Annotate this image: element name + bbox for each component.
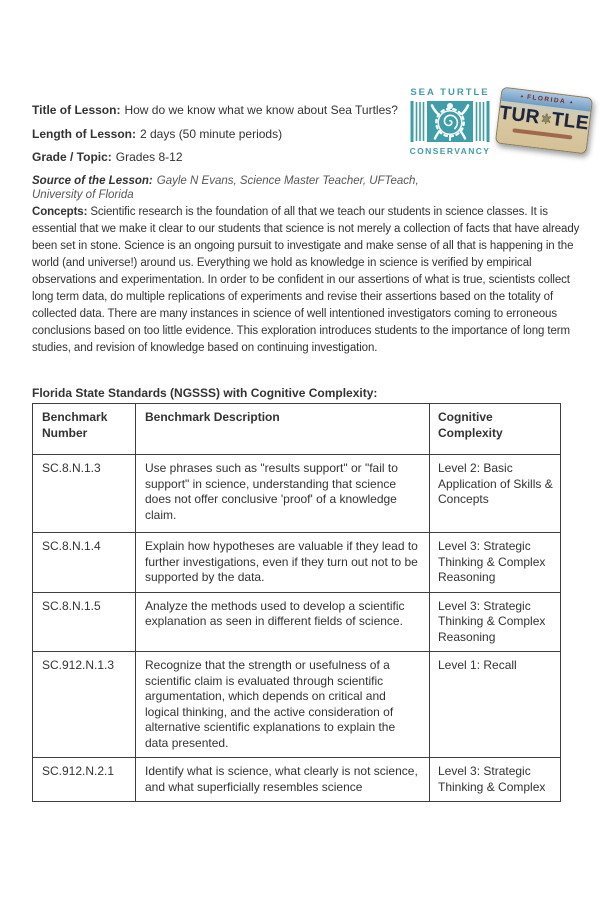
length-of-lesson-field — [32, 127, 432, 141]
benchmark-description-cell: Analyze the methods used to develop a scientific explanation as seen in different fields of science. — [136, 592, 430, 652]
logo-bottom-text: CONSERVANCY — [409, 146, 491, 156]
benchmark-number-cell: SC.8.N.1.5 — [33, 592, 136, 652]
benchmark-description-cell: Identify what is science, what clearly is not science, and what superficially resembles science — [136, 758, 430, 802]
field-value: Gayle N Evans, Science Master Teacher, UFTeach, University of Florida — [32, 174, 419, 201]
benchmark-number-header: Benchmark Number — [33, 404, 136, 455]
florida-turtle-license-plate — [495, 87, 593, 155]
cognitive-complexity-header: Cognitive Complexity — [430, 404, 561, 455]
standards-heading: Florida State Standards (NGSSS) with Cognitive Complexity: — [32, 386, 378, 400]
cognitive-complexity-cell: Level 2: Basic Application of Skills & Concepts — [430, 455, 561, 533]
field-value: 2 days (50 minute periods) — [140, 126, 283, 141]
star-icon: ✦ — [568, 99, 574, 106]
benchmark-number-cell: SC.8.N.1.3 — [33, 455, 136, 533]
logo-top-text: SEA TURTLE — [410, 87, 490, 98]
header-fields — [32, 103, 432, 211]
field-value: How do we know what we know about Sea Turtles? — [124, 103, 398, 117]
benchmark-number-cell: SC.912.N.1.3 — [33, 652, 136, 758]
standards-table — [32, 403, 561, 802]
benchmark-number-cell: SC.912.N.2.1 — [33, 758, 136, 802]
table-row — [33, 652, 561, 758]
grade-topic-field — [32, 150, 432, 164]
sea-turtle-spiral-icon — [427, 101, 473, 142]
table-row — [33, 592, 561, 652]
field-label: Length of Lesson: — [32, 126, 136, 141]
star-icon: ✦ — [519, 93, 525, 100]
concepts-paragraph — [32, 204, 584, 357]
table-header-row — [33, 404, 561, 455]
table-row — [33, 758, 561, 802]
concepts-label: Concepts: — [32, 206, 88, 218]
table-row — [33, 533, 561, 593]
source-of-lesson-field — [32, 174, 432, 202]
benchmark-description-cell: Use phrases such as "results support" or "fail to support" in science, understanding that science does not offer conclusive 'proof' of a knowledge claim. — [136, 455, 430, 533]
plate-right-text: TLE — [550, 109, 591, 135]
benchmark-number-cell: SC.8.N.1.4 — [33, 533, 136, 593]
field-label: Grade / Topic: — [32, 150, 112, 164]
cognitive-complexity-cell: Level 3: Strategic Thinking & Complex — [430, 758, 561, 802]
benchmark-description-cell: Recognize that the strength or usefulness of a scientific claim is evaluated through scientific argumentation, which depends on critical and logical thinking, and the active consideration of alternative scientific explanations to explain the data presented. — [136, 652, 430, 758]
cognitive-complexity-cell: Level 1: Recall — [430, 652, 561, 758]
field-label: Source of the Lesson: — [32, 174, 153, 187]
benchmark-description-header: Benchmark Description — [136, 404, 430, 455]
logo-bars-right-icon — [475, 101, 490, 142]
benchmark-description-cell: Explain how hypotheses are valuable if they lead to further investigations, even if they turn out not to be supported by the data. — [136, 533, 430, 593]
field-label: Title of Lesson: — [32, 103, 121, 117]
plate-state-label: FLORIDA — [526, 93, 567, 106]
concepts-text: Scientific research is the foundation of all that we teach our students in science classes. It is essential that we make it clear to our students that science is not merely a collection of facts that have already been set in stone. Science is an ongoing pursuit to investigate and make sense of all that is happening in the world (and universe!) around us. Everything we hold as knowledge in science is verified by empirical observations and experimentation. In order to be confident in our assertions of what is true, scientists collect long term data, do multiple replications of experiments and revise their assertions based on the totality of collected data. There are many instances in science of well intentioned investigators coming to erroneous conclusions based on too little evidence. This exploration introduces students to the importance of long term studies, and revision of knowledge based on continuing investigation. — [32, 206, 580, 354]
plate-left-text: TUR — [498, 102, 542, 129]
field-value: Grades 8-12 — [115, 150, 183, 164]
logo-teal-square — [427, 101, 473, 142]
title-of-lesson-field — [32, 103, 432, 117]
cognitive-complexity-cell: Level 3: Strategic Thinking & Complex Reasoning — [430, 533, 561, 593]
table-row — [33, 455, 561, 533]
cognitive-complexity-cell: Level 3: Strategic Thinking & Complex Reasoning — [430, 592, 561, 652]
